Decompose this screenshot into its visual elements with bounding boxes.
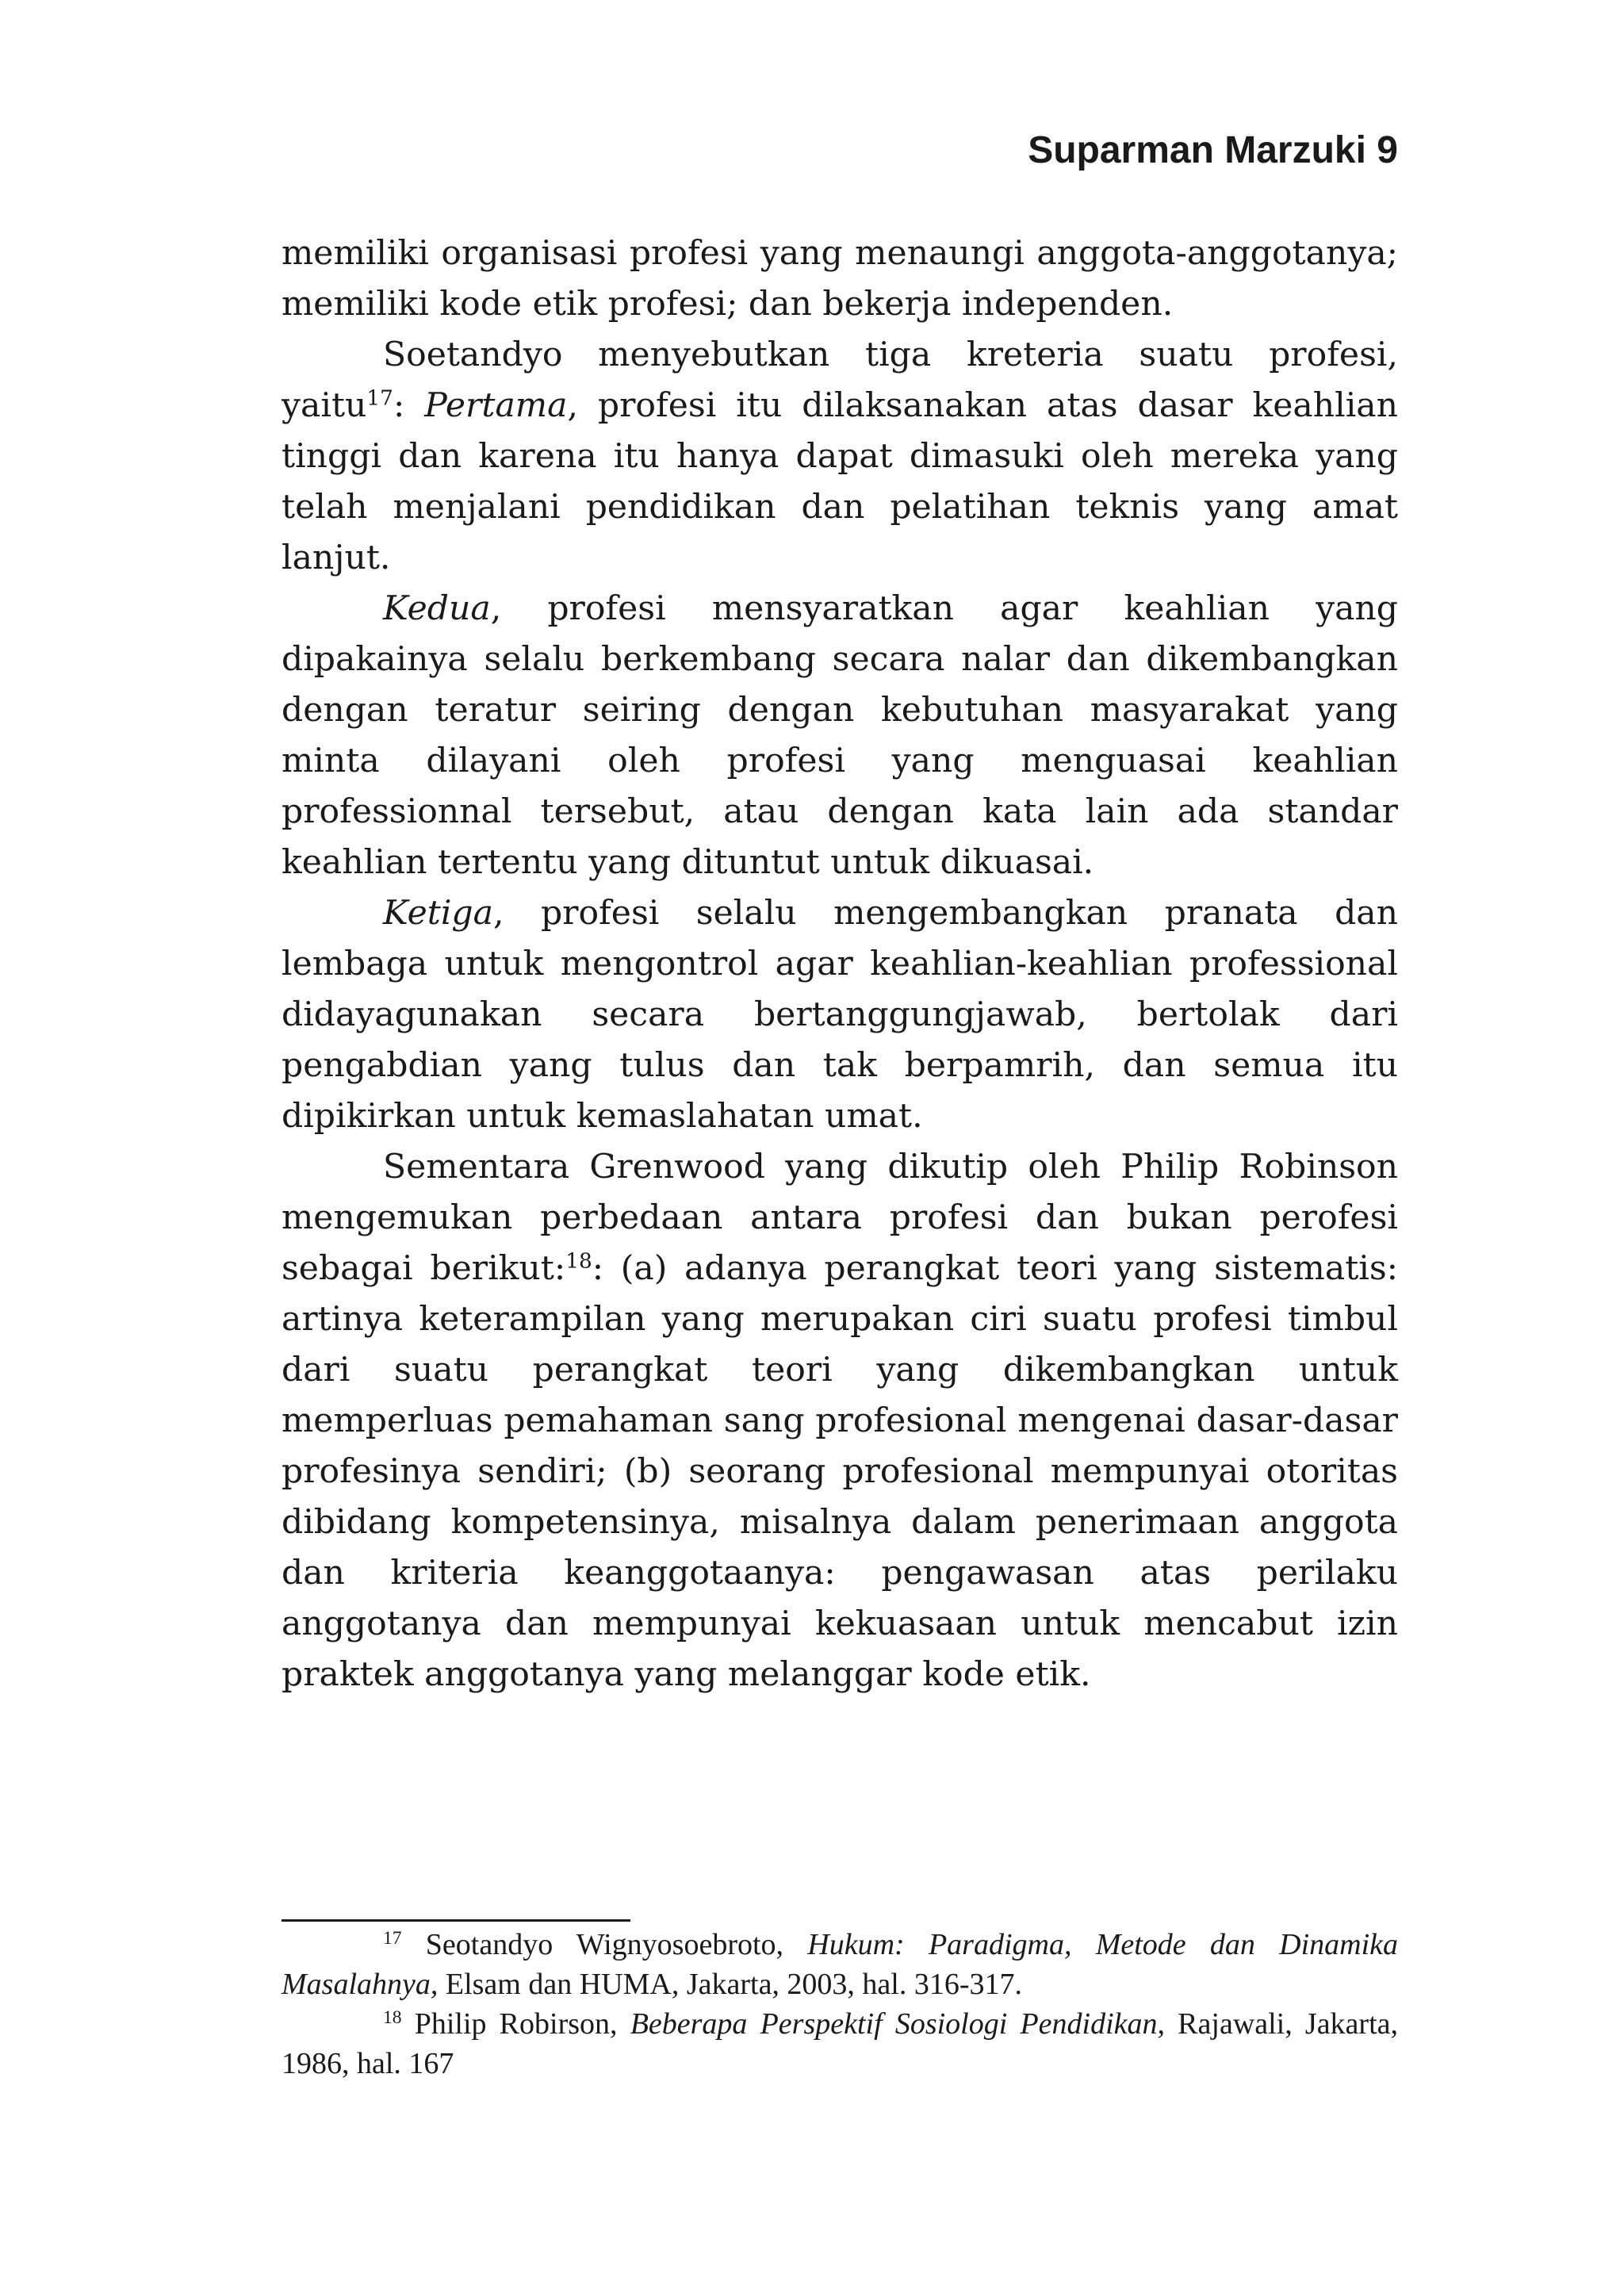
paragraph-2-text: Soetandyo menyebutkan tiga kreteria suatu profesi, yaitu [282,335,1398,425]
footnote-publisher: Elsam dan HUMA, Jakarta, 2003, hal. 316-317. [438,1968,1023,2001]
footnote-separator [282,1919,630,1922]
paragraph-3-italic: Kedua [383,589,491,628]
footnote-author: Philip Robirson, [401,2007,630,2041]
paragraph-5 [282,1142,1398,1700]
footnotes [282,1925,1398,2083]
footnote-ref-17: 17 [366,386,393,411]
footnote-author: Seotandyo Wignyosoebroto, [401,1928,808,1961]
footnote-ref-18: 18 [565,1249,592,1274]
paragraph-2-colon: : [393,386,425,425]
paragraph-3-rest: , profesi mensyaratkan agar keahlian yang dipakainya selalu berkembang secara nalar dan dikembangkan dengan teratur seiring dengan kebutuhan masyarakat yang minta dilayani oleh profesi yang menguasai keahlian professionnal tersebut, atau dengan kata lain ada standar keahlian tertentu yang dituntut untuk dikuasai. [282,589,1398,882]
main-text [282,228,1398,1700]
footnote-title: Beberapa Perspektif Sosiologi Pendidikan, [630,2007,1166,2041]
paragraph-4 [282,888,1398,1142]
paragraph-2-rest: , profesi itu dilaksanakan atas dasar keahlian tinggi dan karena itu hanya dapat dimasuki oleh mereka yang telah menjalani pendidikan dan pelatihan teknis yang amat lanjut. [282,386,1398,577]
footnote-number: 17 [383,1928,402,1949]
footnote-title: Hukum: Paradigma, Metode dan Dinamika Masalahnya, [282,1928,1398,2001]
footnote-publisher: Rajawali, Jakarta, 1986, hal. 167 [282,2007,1399,2080]
running-head: Suparman Marzuki 9 [1028,129,1398,171]
paragraph-1: memiliki organisasi profesi yang menaungi anggota-anggotanya; memiliki kode etik profesi; dan bekerja independen. [282,234,1398,324]
footnote-number: 18 [383,2007,402,2029]
paragraph-4-italic: Ketiga [383,894,493,933]
paragraph-5-text: Sementara Grenwood yang dikutip oleh Philip Robinson mengemukan perbedaan antara profesi dan bukan perofesi sebagai berikut: [282,1148,1398,1288]
paragraph-2-italic: Pertama [424,386,568,425]
paragraph-5-rest: : (a) adanya perangkat teori yang sistematis: artinya keterampilan yang merupakan ciri suatu profesi timbul dari suatu perangkat teori yang dikembangkan untuk memperluas pemahaman sang profesional mengenai dasar-dasar profesinya sendiri; (b) seorang profesional mempunyai otoritas dibidang kompetensinya, misalnya dalam penerimaan anggota dan kriteria keanggotaanya: pengawasan atas perilaku anggotanya dan mempunyai kekuasaan untuk mencabut izin praktek anggotanya yang melanggar kode etik. [282,1249,1398,1694]
footnote-17 [282,1925,1398,2004]
paragraph-2 [282,330,1398,584]
paragraph-3 [282,584,1398,888]
paragraph-4-rest: , profesi selalu mengembangkan pranata dan lembaga untuk mengontrol agar keahlian-keahlian professional didayagunakan secara bertanggungjawab, bertolak dari pengabdian yang tulus dan tak berpamrih, dan semua itu dipikirkan untuk kemaslahatan umat. [282,894,1398,1136]
footnote-18 [282,2004,1398,2083]
